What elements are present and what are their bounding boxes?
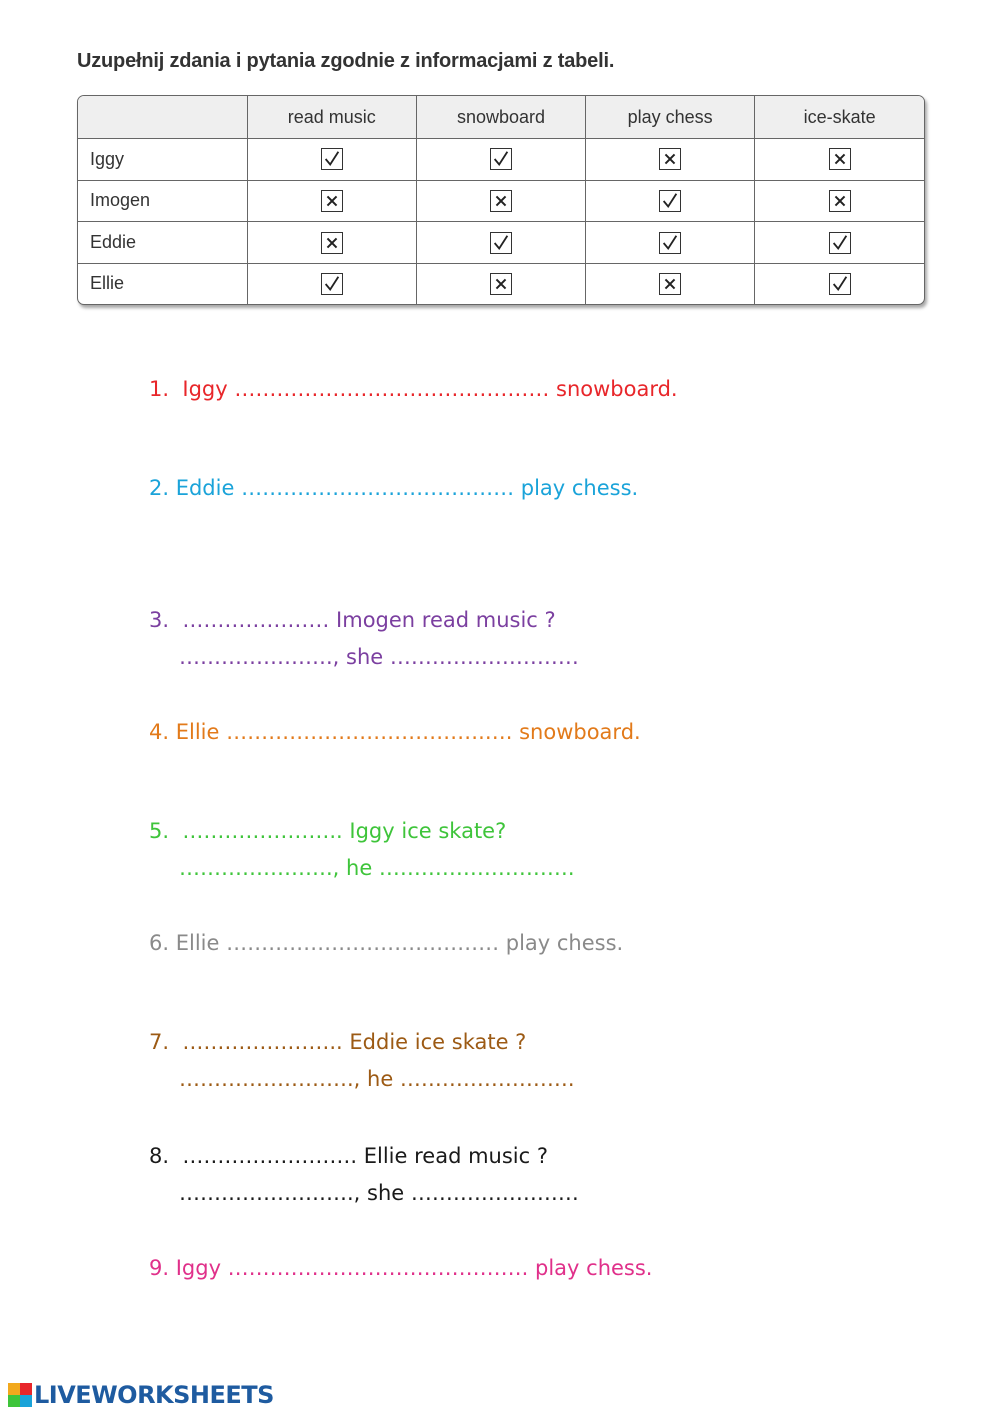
mark-cell [416,139,585,181]
mark-cell [586,263,755,304]
header-read-music: read music [247,96,416,139]
cross-icon [321,232,343,254]
exercise-7-answer-line: ……………………., he ……………………. [179,1067,575,1091]
cross-icon [659,273,681,295]
cross-icon [829,190,851,212]
exercise-3-answer-line: …………………., she ……………………… [179,645,579,669]
exercise-3-line: 3. ………………… Imogen read music ? [149,608,556,632]
mark-cell [586,222,755,264]
mark-cell [586,139,755,181]
row-name: Eddie [78,222,247,264]
mark-cell [247,222,416,264]
table-row [78,222,924,264]
mark-cell [755,222,924,264]
exercise-9-line: 9. Iggy ……………………………………. play chess. [149,1256,653,1280]
table-row [78,263,924,304]
mark-cell [247,263,416,304]
brand-name: LIVEWORKSHEETS [34,1381,274,1409]
mark-cell [755,139,924,181]
exercise-4-line: 4. Ellie ……………………………….…. snowboard. [149,720,641,744]
row-name: Imogen [78,180,247,222]
checkmark-icon [829,232,851,254]
checkmark-icon [321,148,343,170]
mark-cell [416,222,585,264]
header-ice-skate: ice-skate [755,96,924,139]
cross-icon [829,148,851,170]
header-snowboard: snowboard [416,96,585,139]
exercise-8-answer-line: ……………………., she …………………… [179,1181,579,1205]
row-name: Ellie [78,263,247,304]
cross-icon [490,273,512,295]
exercise-6-line: 6. Ellie ………………………………… play chess. [149,931,624,955]
cross-icon [659,148,681,170]
cross-icon [321,190,343,212]
mark-cell [247,180,416,222]
mark-cell [247,139,416,181]
mark-cell [755,180,924,222]
mark-cell [416,263,585,304]
checkmark-icon [490,232,512,254]
exercise-5-answer-line: …………………., he ………………………. [179,856,575,880]
checkmark-icon [490,148,512,170]
header-cell-blank [78,96,247,139]
table-row [78,139,924,181]
table-row [78,180,924,222]
exercise-1-line: 1. Iggy ……………………………………… snowboard. [149,377,678,401]
checkmark-icon [321,273,343,295]
mark-cell [416,180,585,222]
ability-table [77,95,925,305]
header-play-chess: play chess [586,96,755,139]
row-name: Iggy [78,139,247,181]
mark-cell [755,263,924,304]
footer-brand[interactable] [8,1380,274,1410]
exercise-2-line: 2. Eddie ………………………………… play chess. [149,476,639,500]
mark-cell [586,180,755,222]
cross-icon [490,190,512,212]
checkmark-icon [659,190,681,212]
checkmark-icon [829,273,851,295]
checkmark-icon [659,232,681,254]
liveworksheets-logo-icon [8,1383,32,1407]
table-header-row [78,96,924,139]
exercise-7-line: 7. ………………….. Eddie ice skate ? [149,1030,527,1054]
exercise-8-line: 8. ……………………. Ellie read music ? [149,1144,548,1168]
instruction-heading: Uzupełnij zdania i pytania zgodnie z informacjami z tabeli. [77,50,615,72]
exercise-5-line: 5. ………………….. Iggy ice skate? [149,819,507,843]
